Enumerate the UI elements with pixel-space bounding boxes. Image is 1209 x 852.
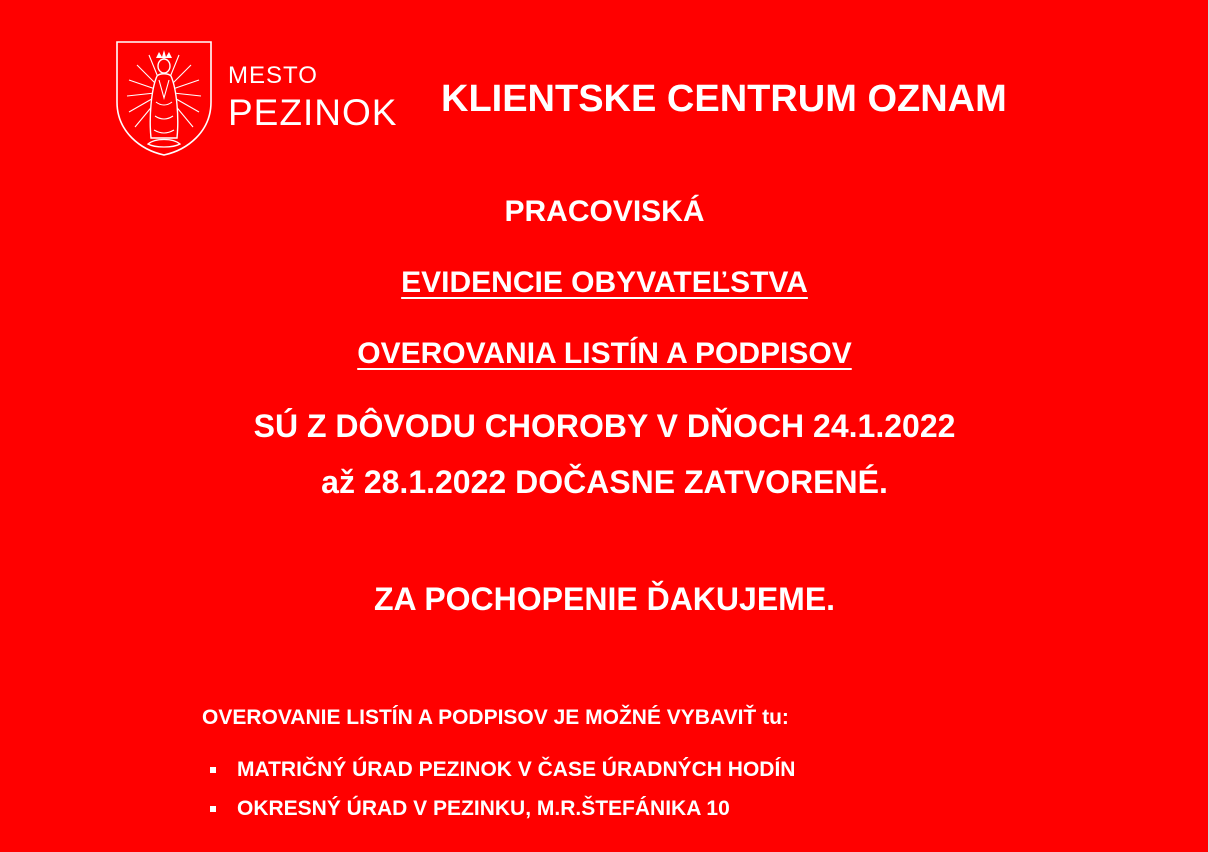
alternatives-title: OVEROVANIE LISTÍN A PODPISOV JE MOŽNÉ VYBAVIŤ tu:	[202, 706, 789, 729]
notice-line-closure-reason: SÚ Z DÔVODU CHOROBY V DŇOCH 24.1.2022	[253, 408, 956, 444]
alternatives-list	[210, 758, 795, 836]
logo-mesto-text: MESTO	[228, 62, 318, 89]
pezinok-coat-of-arms-icon	[115, 40, 213, 157]
list-item-text: MATRIČNÝ ÚRAD PEZINOK V ČASE ÚRADNÝCH HODÍN	[237, 758, 796, 781]
notice-line-thanks: ZA POCHOPENIE ĎAKUJEME.	[373, 581, 836, 617]
pezinok-logo	[115, 40, 415, 158]
bullet-square-icon	[210, 767, 216, 773]
bullet-square-icon	[210, 806, 216, 812]
notice-line-document-verification: OVEROVANIA LISTÍN A PODPISOV	[357, 337, 852, 370]
logo-pezinok-text: PEZINOK	[228, 92, 398, 133]
notice-line-population-register: EVIDENCIE OBYVATEĽSTVA	[401, 266, 808, 299]
list-item	[210, 797, 795, 821]
list-item	[210, 758, 795, 782]
headline: KLIENTSKE CENTRUM OZNAM	[441, 78, 1007, 120]
notice-line-workplaces: PRACOVISKÁ	[504, 195, 705, 228]
list-item-text: OKRESNÝ ÚRAD V PEZINKU, M.R.ŠTEFÁNIKA 10	[237, 797, 730, 820]
logo-wordmark	[228, 64, 397, 133]
notice-line-closure-dates: až 28.1.2022 DOČASNE ZATVORENÉ.	[321, 464, 888, 500]
